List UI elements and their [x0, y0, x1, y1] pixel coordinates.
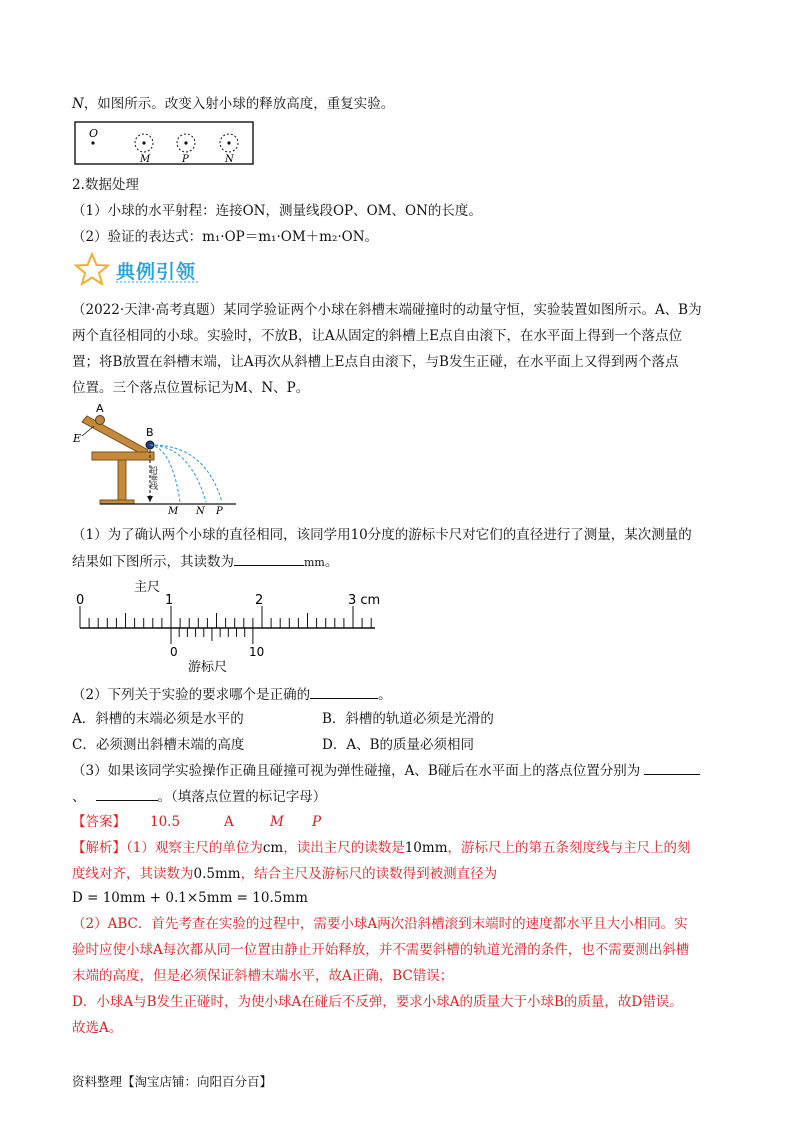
analysis-p3-line-1: D．小球A与B发生正碰时，为使小球A在碰后不反弹，要求小球A的质量大于小球B的质量，故D错误。	[72, 994, 683, 1010]
vernier-tick-label-0: 0	[170, 645, 178, 659]
analysis-p3-line-2: 故选A。	[72, 1020, 123, 1036]
analysis-line-1	[72, 838, 691, 858]
main-tick-label-1: 1	[165, 593, 174, 608]
answer-line	[72, 812, 321, 832]
main-tick-label-0: 0	[76, 593, 85, 608]
section2-heading: 2.数据处理	[72, 177, 139, 193]
q2-stem-line	[72, 684, 392, 705]
intro-text: ，如图所示。改变入射小球的释放高度，重复实验。	[83, 96, 395, 112]
problem-line-1: （2022·天津·高考真题）某同学验证两个小球在斜槽末端碰撞时的动量守恒，实验装置如图所示。A、B为	[72, 302, 702, 318]
analysis-p2-line-1: （2）ABC．首先考查在实验的过程中，需要小球A两次沿斜槽滚到末端时的速度都水平且大小相同。实	[72, 916, 688, 932]
q3-text: （3）如果该同学实验操作正确且碰撞可视为弹性碰撞，A、B碰后在水平面上的落点位置分别为	[72, 763, 641, 779]
q2-option-b[interactable]: B．斜槽的轨道必须是光滑的	[322, 711, 494, 727]
q2-option-a[interactable]: A．斜槽的末端必须是水平的	[72, 711, 244, 727]
section2-item2: （2）验证的表达式：m₁·OP＝m₁·OM＋m₂·ON。	[72, 229, 379, 245]
q3-answer-blank-1[interactable]	[644, 760, 700, 775]
star-icon	[72, 252, 112, 286]
label-m: M	[140, 154, 151, 165]
label-m2: M	[168, 506, 179, 516]
main-tick-label-2: 2	[255, 593, 264, 608]
analysis-label: 【解析】	[72, 840, 126, 856]
analysis-p2-line-3: 末端的高度，但是必须保证斜槽末端水平，故A正确，BC错误；	[72, 968, 454, 984]
label-n: N	[225, 154, 234, 165]
analysis-text-1c: ，游标尺上的第五条刻度线与主尺上的刻	[447, 840, 691, 856]
answer-label: 【答案】	[72, 814, 126, 830]
q1-end: 。	[324, 554, 339, 570]
analysis-formula: D = 10mm + 0.1×5mm = 10.5mm	[72, 890, 308, 906]
q2-option-c[interactable]: C．必须测出斜槽末端的高度	[72, 737, 245, 753]
vernier-tick-label-10: 10	[249, 645, 265, 659]
analysis-value-10mm: 10mm	[404, 840, 448, 856]
q1-answer-blank[interactable]	[234, 551, 304, 566]
analysis-p2-line-2: 验时应使小球A每次都从同一位置由静止开始释放，并不需要斜槽的轨道光滑的条件，也不需要测出斜槽	[72, 942, 690, 958]
banner-underline	[116, 280, 200, 284]
answer-value-1: 10.5	[150, 814, 181, 830]
label-e: E	[73, 432, 82, 445]
q3-end: 。（填落点位置的标记字母）	[157, 789, 327, 805]
analysis-unit-cm: cm	[262, 840, 284, 856]
main-scale-ticks	[80, 606, 371, 628]
caliper-figure	[70, 578, 390, 674]
q3-sep: 、	[72, 789, 86, 805]
label-o: O	[89, 127, 99, 140]
answer-value-4: P	[312, 814, 322, 830]
label-p: P	[182, 154, 189, 165]
q2-answer-blank[interactable]	[310, 684, 378, 699]
answer-value-2: A	[224, 814, 234, 830]
q3-answer-blank-2[interactable]	[96, 786, 158, 801]
label-plumb-line: 铅垂线	[149, 466, 159, 490]
vernier-scale-label: 游标尺	[188, 660, 228, 674]
main-scale-label: 主尺	[134, 580, 161, 595]
banner-title: 典例引领	[116, 261, 197, 283]
apparatus-figure	[70, 404, 240, 516]
q2-option-d[interactable]: D．A、B的质量必须相同	[322, 737, 474, 753]
footer-text: 资料整理【淘宝店铺：向阳百分百】	[72, 1074, 273, 1089]
q3-line-1	[72, 760, 700, 781]
q1-line-1: （1）为了确认两个小球的直径相同，该同学用10分度的游标卡尺对它们的直径进行了测量，某次测量的	[72, 527, 692, 543]
q2-end: 。	[378, 687, 392, 703]
landing-points-figure	[74, 121, 254, 165]
q2-stem: （2）下列关于实验的要求哪个是正确的	[72, 687, 311, 703]
analysis-text-1b: ，读出主尺的读数是	[283, 840, 405, 856]
answer-value-3: M	[270, 814, 284, 830]
analysis-text-2a: 度线对齐，其读数为	[72, 866, 194, 882]
problem-line-2: 两个直径相同的小球。实验时，不放B，让A从固定的斜槽上E点自由滚下，在水平面上得到一个落点位	[72, 328, 683, 344]
analysis-text-1a: （1）观察主尺的单位为	[126, 840, 263, 856]
q1-unit: mm	[304, 556, 325, 569]
label-a: A	[96, 404, 104, 415]
intro-n: N	[72, 96, 84, 112]
analysis-text-2b: ，结合主尺及游标尺的读数得到被测直径为	[240, 866, 498, 882]
analysis-value-05mm: 0.5mm	[193, 866, 241, 882]
problem-line-3: 置；将B放置在斜槽末端，让A再次从斜槽上E点自由滚下，与B发生正碰，在水平面上又得到两个落点	[72, 354, 679, 370]
vernier-scale-ticks	[171, 628, 253, 644]
section2-item1: （1）小球的水平射程：连接ON，测量线段OP、OM、ON的长度。	[72, 203, 482, 219]
q1-prefix: 结果如下图所示，其读数为	[72, 554, 234, 570]
label-p2: P	[216, 506, 223, 516]
problem-line-4: 位置。三个落点位置标记为M、N、P。	[72, 380, 310, 396]
label-n2: N	[196, 506, 205, 516]
analysis-line-2	[72, 864, 497, 884]
q3-line-2	[72, 786, 326, 807]
intro-line	[72, 94, 394, 114]
main-tick-label-3: 3 cm	[348, 593, 381, 608]
label-b: B	[146, 426, 154, 439]
q1-line-2	[72, 551, 338, 573]
